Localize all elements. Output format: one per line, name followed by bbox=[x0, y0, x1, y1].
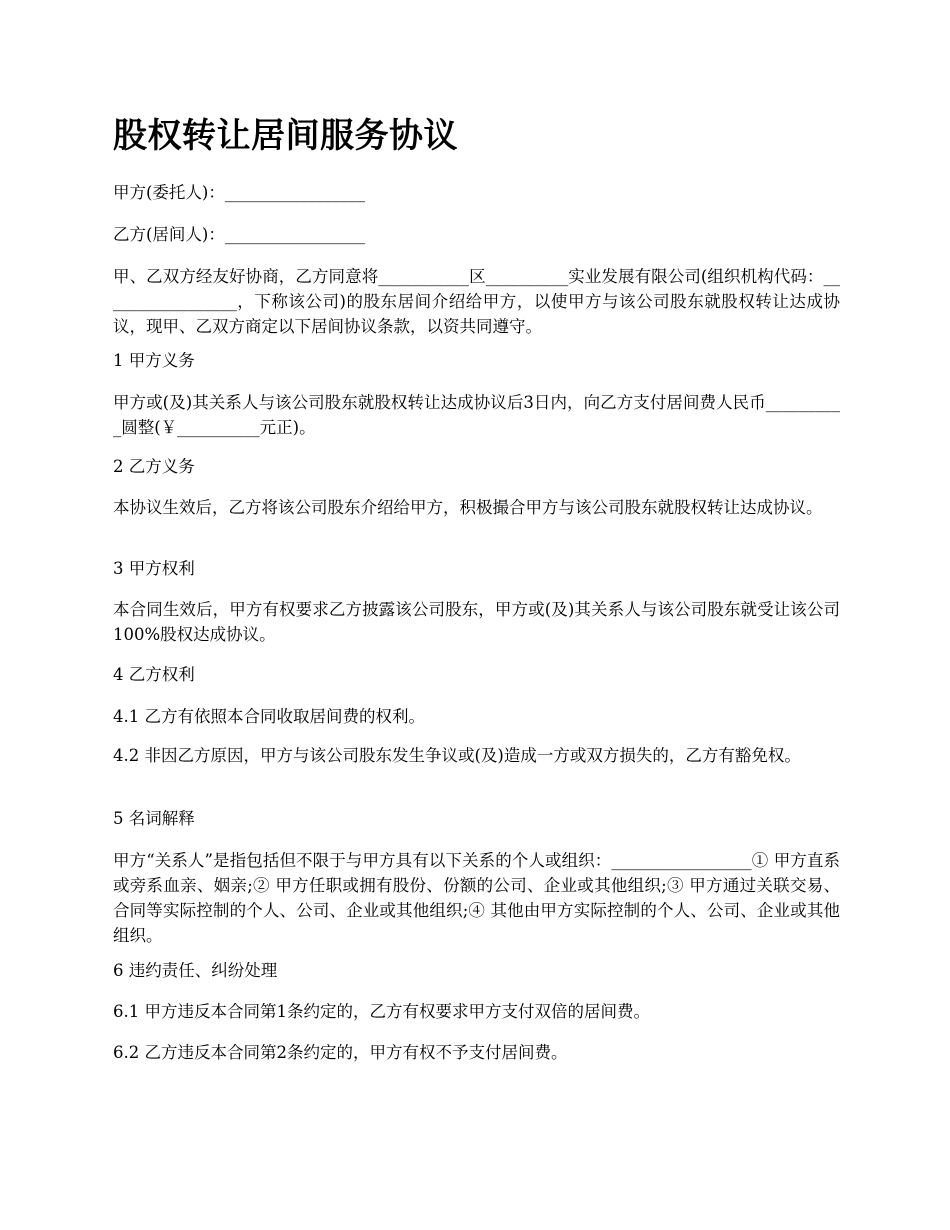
section-1-paragraph: 甲方或(及)其关系人与该公司股东就股权转让达成协议后3日内，向乙方支付居间费人民币__________圆整(￥__________元正)。 bbox=[113, 393, 840, 437]
section-4-paragraph-1: 4.1 乙方有依照本合同收取居间费的权利。 bbox=[113, 707, 425, 726]
section-6-heading: 6 违约责任、纠纷处理 bbox=[113, 961, 278, 980]
party-b-line: 乙方(居间人)：_________________ bbox=[113, 225, 366, 244]
party-a-line: 甲方(委托人)：_________________ bbox=[113, 183, 366, 202]
section-2-heading: 2 乙方义务 bbox=[113, 457, 195, 476]
section-3-paragraph: 本合同生效后，甲方有权要求乙方披露该公司股东，甲方或(及)其关系人与该公司股东就受让该公司100%股权达成协议。 bbox=[113, 600, 840, 644]
intro-paragraph: 甲、乙双方经友好协商，乙方同意将___________区__________实业发展有限公司(组织机构代码：_________________，下称该公司)的股东居间介绍给甲方，以使甲方与该公司股东就股权转让达成协议，现甲、乙双方商定以下居间协议条款，以资共同遵守。 bbox=[113, 267, 840, 336]
section-6-paragraph-1: 6.1 甲方违反本合同第1条约定的，乙方有权要求甲方支付双倍的居间费。 bbox=[113, 1002, 650, 1021]
section-5-paragraph: 甲方“关系人”是指包括但不限于与甲方具有以下关系的个人或组织：_________________① 甲方直系或旁系血亲、姻亲;② 甲方任职或拥有股份、份额的公司、企业或其他组织;③ 甲方通过关联交易、合同等实际控制的个人、公司、企业或其他组织;④ 其他由甲方实际控制的个人、公司、企业或其他组织。 bbox=[113, 851, 840, 945]
section-4-heading: 4 乙方权利 bbox=[113, 665, 195, 684]
section-6-paragraph-2: 6.2 乙方违反本合同第2条约定的，甲方有权不予支付居间费。 bbox=[113, 1043, 568, 1062]
section-4-paragraph-2: 4.2 非因乙方原因，甲方与该公司股东发生争议或(及)造成一方或双方损失的，乙方有豁免权。 bbox=[113, 746, 801, 765]
section-3-heading: 3 甲方权利 bbox=[113, 559, 195, 578]
section-5-heading: 5 名词解释 bbox=[113, 809, 195, 828]
section-2-paragraph: 本协议生效后，乙方将该公司股东介绍给甲方，积极撮合甲方与该公司股东就股权转让达成协议。 bbox=[113, 498, 823, 517]
section-1-heading: 1 甲方义务 bbox=[113, 351, 195, 370]
document-title: 股权转让居间服务协议 bbox=[113, 116, 458, 156]
